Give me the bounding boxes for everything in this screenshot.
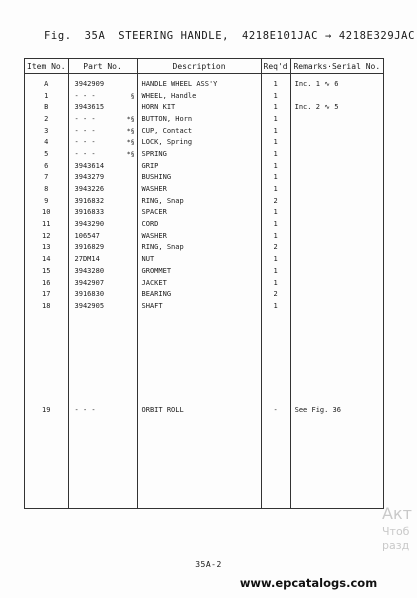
part-number: 3942907 [74,278,105,287]
table-row [25,230,384,242]
parts-table-body [25,74,384,509]
cell-description: HORN KIT [137,101,261,113]
part-mark: *§ [126,114,135,123]
part-number: 3916829 [74,243,105,252]
cell-part-no [68,253,137,265]
cell-item-no: 18 [25,300,69,312]
table-row [25,113,384,125]
cell-remarks [290,183,383,195]
parts-table-header [25,59,384,74]
cell-part-no [68,242,137,254]
cell-reqd: 1 [261,172,290,184]
cell-remarks [290,218,383,230]
cell-item-no: 9 [25,195,69,207]
table-row [25,160,384,172]
cell-remarks [290,90,383,102]
cell-reqd: 1 [261,253,290,265]
part-mark: *§ [126,138,135,147]
cell-remarks [290,172,383,184]
cell-reqd: 1 [261,101,290,113]
cell-description: BUTTON, Horn [137,113,261,125]
cell-description: NUT [137,253,261,265]
cell-item-no: 12 [25,230,69,242]
cell-part-no [68,288,137,300]
figure-label: Fig. [44,30,72,42]
cell-part-no [68,277,137,289]
cell-item-no: 15 [25,265,69,277]
cell-description: WHEEL, Handle [137,90,261,102]
cell-item-no: 17 [25,288,69,300]
cell-description: HANDLE WHEEL ASS'Y [137,78,261,90]
table-row [25,183,384,195]
part-number: 106547 [74,231,100,240]
cell-item-no: 8 [25,183,69,195]
cell-remarks [290,207,383,219]
header-reqd: Req'd [261,59,290,74]
table-row [25,253,384,265]
cell-item-no: 13 [25,242,69,254]
cell-part-no [68,230,137,242]
cell-item-no: 3 [25,125,69,137]
table-row [25,242,384,254]
cell-part-no [68,160,137,172]
cell-reqd: 2 [261,195,290,207]
cell-remarks [290,277,383,289]
table-row [25,218,384,230]
part-number: - - - [74,91,96,100]
part-number: 3916832 [74,196,105,205]
cell-item-no: 2 [25,113,69,125]
part-number: - - - [74,126,96,135]
cell-description: RING, Snap [137,195,261,207]
cell-description: BEARING [137,288,261,300]
parts-table [24,58,384,509]
cell-remarks: Inc. 1 ∿ 6 [290,78,383,90]
cell-description: JACKET [137,277,261,289]
cell-remarks: Inc. 2 ∿ 5 [290,101,383,113]
cell-remarks [290,195,383,207]
cell-item-no: 5 [25,148,69,160]
cell-item-no: 14 [25,253,69,265]
cell-reqd: 1 [261,265,290,277]
cell-description: RING, Snap [137,242,261,254]
overlay-line-3: разд [382,539,410,553]
part-number: 27DM14 [74,255,100,264]
cell-description: LOCK, Spring [137,136,261,148]
cell-description: CORD [137,218,261,230]
cell-description: WASHER [137,183,261,195]
figure-title [44,30,416,42]
table-row [25,288,384,300]
cell-reqd: 1 [261,218,290,230]
cell-reqd: 1 [261,136,290,148]
cell-reqd: 1 [261,207,290,219]
cell-part-no [68,148,137,160]
cell-remarks: See Fig. 36 [290,312,383,509]
cell-remarks [290,125,383,137]
part-number: 3943290 [74,220,105,229]
cell-remarks [290,242,383,254]
watermark-url[interactable]: www.epcatalogs.com [239,576,378,590]
table-row [25,277,384,289]
table-row [25,90,384,102]
part-number: 3943279 [74,173,105,182]
table-row [25,195,384,207]
part-number: - - - [74,138,96,147]
cell-item-no: 16 [25,277,69,289]
cell-reqd: 1 [261,300,290,312]
part-number: 3943226 [74,185,105,194]
part-mark: § [130,91,135,100]
cell-reqd: 1 [261,230,290,242]
header-part-no: Part No. [68,59,137,74]
cell-item-no: 6 [25,160,69,172]
cell-description: SPACER [137,207,261,219]
cell-description: GROMMET [137,265,261,277]
table-row [25,265,384,277]
part-number: 3942909 [74,79,105,88]
cell-description: SHAFT [137,300,261,312]
cell-reqd: 1 [261,148,290,160]
part-number: 3943615 [74,103,105,112]
header-item-no: Item No. [25,59,69,74]
table-row [25,136,384,148]
part-number: - - - [74,149,96,158]
part-number: - - - [74,114,96,123]
page-number: 35A-2 [195,560,222,569]
part-number: 3943280 [74,266,105,275]
figure-number: 35A [84,30,106,42]
cell-part-no [68,125,137,137]
part-number: 3916833 [74,208,105,217]
table-row [25,101,384,113]
overlay-line-1: Акт [382,504,412,523]
cell-part-no [68,172,137,184]
header-description: Description [137,59,261,74]
cell-part-no [68,101,137,113]
cell-item-no: 11 [25,218,69,230]
figure-serial-range: 4218E101JAC → 4218E329JAC [241,30,416,42]
cell-item-no: 1 [25,90,69,102]
activation-overlay [382,504,417,553]
cell-part-no [68,195,137,207]
cell-part-no [68,136,137,148]
figure-name: STEERING HANDLE, [118,30,230,42]
table-row [25,300,384,312]
cell-part-no [68,113,137,125]
cell-description: CUP, Contact [137,125,261,137]
table-row [25,312,384,509]
cell-part-no [68,265,137,277]
cell-description: WASHER [137,230,261,242]
cell-item-no: 4 [25,136,69,148]
cell-reqd: - [261,312,290,509]
cell-remarks [290,288,383,300]
cell-reqd: 1 [261,78,290,90]
cell-item-no: B [25,101,69,113]
cell-remarks [290,160,383,172]
cell-description: GRIP [137,160,261,172]
cell-reqd: 2 [261,242,290,254]
part-mark: *§ [126,126,135,135]
cell-reqd: 1 [261,90,290,102]
cell-reqd: 1 [261,125,290,137]
cell-reqd: 1 [261,160,290,172]
cell-remarks [290,253,383,265]
cell-item-no: 19 [25,312,69,509]
cell-part-no [68,183,137,195]
part-number: 3942905 [74,301,105,310]
cell-item-no: 10 [25,207,69,219]
cell-description: SPRING [137,148,261,160]
table-row [25,207,384,219]
cell-part-no [68,78,137,90]
cell-item-no: A [25,78,69,90]
cell-reqd: 1 [261,113,290,125]
header-remarks: Remarks·Serial No. [290,59,383,74]
part-number: - - - [74,405,96,414]
cell-description: ORBIT ROLL [137,312,261,509]
cell-reqd: 2 [261,288,290,300]
cell-part-no [68,300,137,312]
cell-item-no: 7 [25,172,69,184]
cell-part-no [68,207,137,219]
cell-remarks [290,230,383,242]
cell-remarks [290,300,383,312]
overlay-line-2: Чтоб [382,524,410,538]
part-number: 3916830 [74,290,105,299]
table-row [25,172,384,184]
cell-reqd: 1 [261,277,290,289]
cell-remarks [290,148,383,160]
table-row [25,148,384,160]
table-row [25,125,384,137]
part-mark: *§ [126,149,135,158]
cell-description: BUSHING [137,172,261,184]
table-row [25,78,384,90]
cell-part-no [68,218,137,230]
cell-reqd: 1 [261,183,290,195]
cell-remarks [290,136,383,148]
cell-remarks [290,265,383,277]
cell-remarks [290,113,383,125]
cell-part-no [68,90,137,102]
part-number: 3943614 [74,161,105,170]
cell-part-no [68,312,137,509]
